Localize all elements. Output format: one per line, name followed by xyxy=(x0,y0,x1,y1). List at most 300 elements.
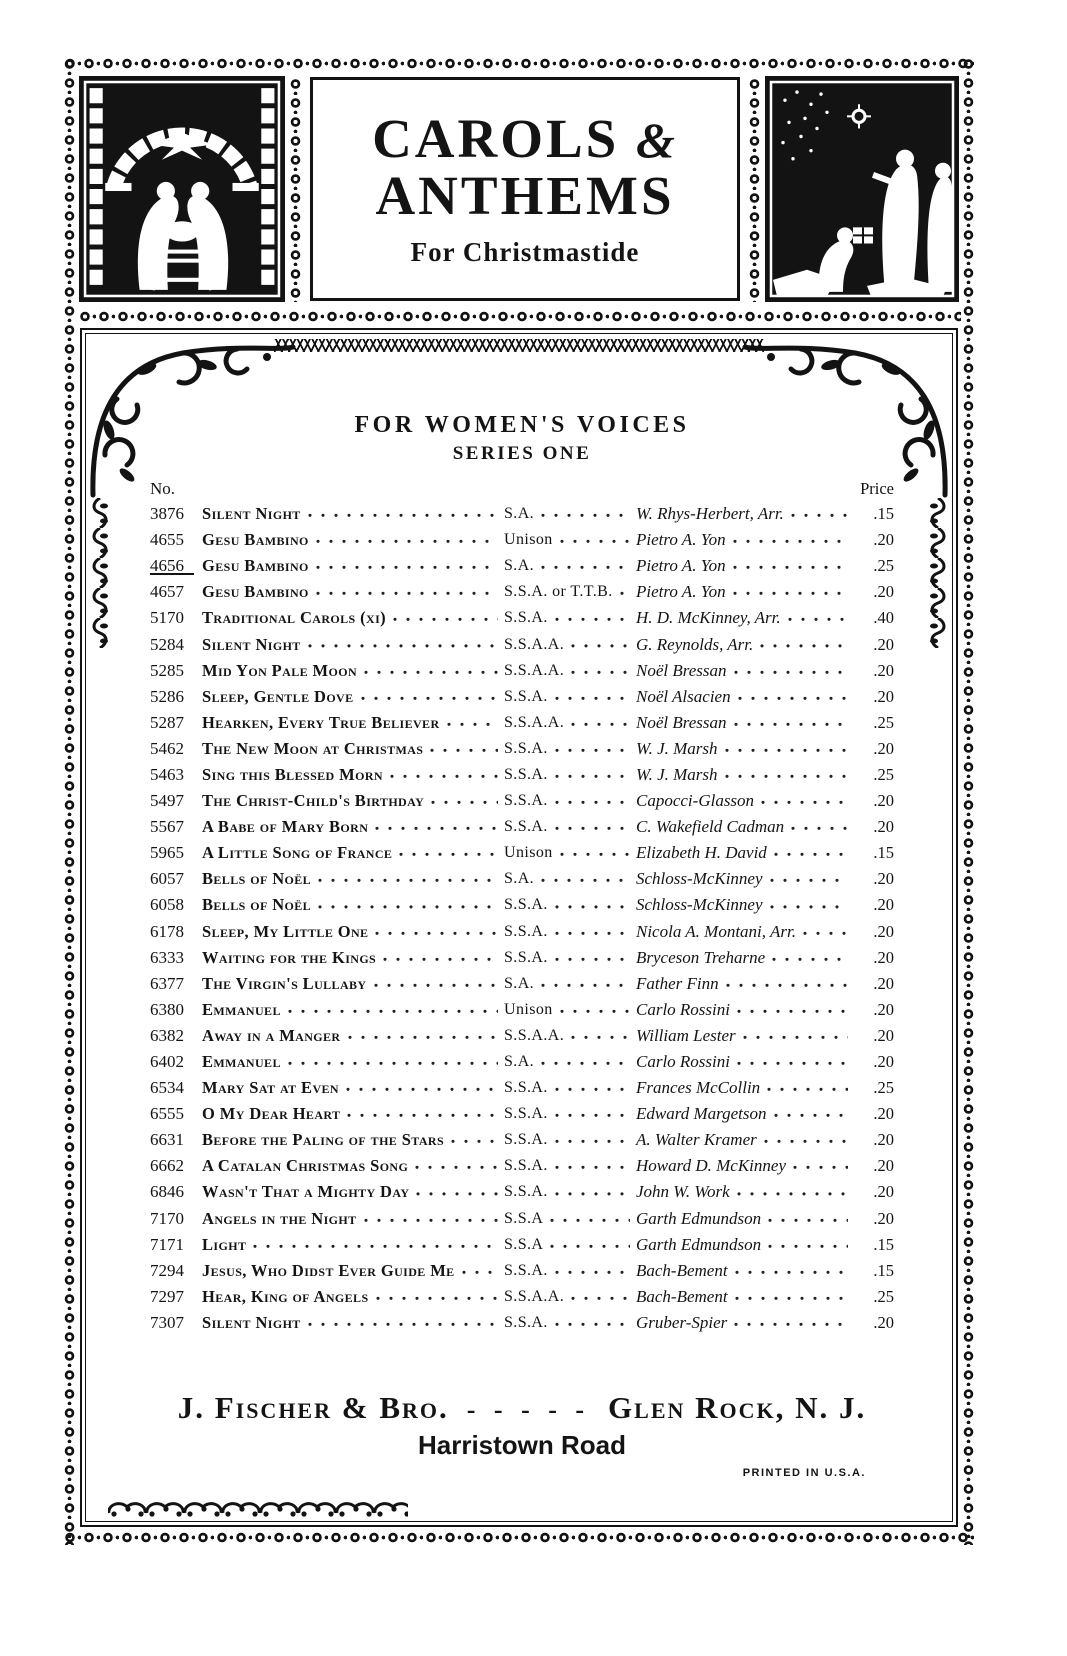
leader-dots xyxy=(347,1023,498,1049)
voicing-cell xyxy=(504,658,636,684)
page-subtitle: For Christmastide xyxy=(410,237,640,268)
composer: Carlo Rossini xyxy=(636,999,730,1019)
voicing-cell xyxy=(504,631,636,657)
catalog-row xyxy=(150,945,894,971)
catalog-row xyxy=(150,1153,894,1179)
voicing-cell xyxy=(504,814,636,840)
voicing: S.A. xyxy=(504,870,535,888)
voicing-cell xyxy=(504,1258,636,1284)
leader-dots xyxy=(771,945,848,971)
leader-dots xyxy=(767,1206,848,1232)
leader-dots xyxy=(549,1232,630,1258)
voicing: S.S.A. xyxy=(504,1261,548,1279)
leader-dots xyxy=(559,997,630,1023)
catalog-row xyxy=(150,1310,894,1336)
publisher-footer xyxy=(150,1390,894,1479)
chain-divider-horizontal xyxy=(77,309,961,324)
catalog-row xyxy=(150,997,894,1023)
composer-cell xyxy=(636,814,854,840)
masthead xyxy=(77,71,961,307)
price: .20 xyxy=(873,1208,894,1228)
catalog-row xyxy=(150,1023,894,1049)
leader-dots xyxy=(619,579,630,605)
composer: W. J. Marsh xyxy=(636,764,718,784)
song-title: The New Moon at Christmas xyxy=(202,738,424,758)
chain-divider-right xyxy=(747,76,762,302)
title-cell xyxy=(202,997,504,1023)
price: .20 xyxy=(873,817,894,837)
catalog-number: 7297 xyxy=(150,1286,184,1306)
leader-dots xyxy=(382,945,498,971)
composer: W. Rhys-Herbert, Arr. xyxy=(636,504,784,524)
voicing: S.S.A.A. xyxy=(504,1287,565,1305)
title-cell xyxy=(202,1179,504,1205)
price: .20 xyxy=(873,895,894,915)
leader-dots xyxy=(737,684,848,710)
catalog-number: 7294 xyxy=(150,1260,184,1280)
price: .20 xyxy=(873,686,894,706)
catalog-number: 3876 xyxy=(150,504,184,524)
catalog-row xyxy=(150,710,894,736)
composer-cell xyxy=(636,997,854,1023)
title-cell xyxy=(202,1075,504,1101)
voicing-cell xyxy=(504,527,636,553)
catalog-number: 5567 xyxy=(150,817,184,837)
catalog-number: 6631 xyxy=(150,1130,184,1150)
title-cell xyxy=(202,1023,504,1049)
catalog-number: 5287 xyxy=(150,712,184,732)
voicing: S.S.A. xyxy=(504,687,548,705)
ornamental-frame xyxy=(80,328,958,1527)
leader-dots xyxy=(736,1179,848,1205)
voicing: S.S.A.A. xyxy=(504,713,565,731)
leader-dots xyxy=(375,1284,498,1310)
catalog-row xyxy=(150,1258,894,1284)
leader-dots xyxy=(766,1075,848,1101)
composer: Pietro A. Yon xyxy=(636,582,726,602)
catalog-row xyxy=(150,658,894,684)
leader-dots xyxy=(559,840,630,866)
catalog-number: 5497 xyxy=(150,791,184,811)
voicing-cell xyxy=(504,1127,636,1153)
composer: Gruber-Spier xyxy=(636,1312,728,1332)
catalog-number: 6662 xyxy=(150,1156,184,1176)
leader-dots xyxy=(252,1232,498,1258)
chain-border-left xyxy=(62,56,77,1545)
leader-dots xyxy=(429,736,498,762)
leader-dots xyxy=(315,579,498,605)
leader-dots xyxy=(787,605,848,631)
voicing-cell xyxy=(504,579,636,605)
price: .20 xyxy=(873,999,894,1019)
price: .20 xyxy=(873,1312,894,1332)
voicing-cell xyxy=(504,1153,636,1179)
song-title: Hearken, Every True Believer xyxy=(202,712,440,732)
composer-cell xyxy=(636,945,854,971)
song-title: Jesus, Who Didst Ever Guide Me xyxy=(202,1260,455,1280)
page-title xyxy=(372,107,678,226)
song-title: Mary Sat at Even xyxy=(202,1078,340,1098)
title-cell xyxy=(202,1284,504,1310)
price: .20 xyxy=(873,530,894,550)
leader-dots xyxy=(732,579,848,605)
leader-dots xyxy=(345,1075,498,1101)
voicing: Unison xyxy=(504,1000,553,1018)
leader-dots xyxy=(307,1310,498,1336)
leader-dots xyxy=(733,710,848,736)
price: .25 xyxy=(873,712,894,732)
song-title: Mid Yon Pale Moon xyxy=(202,660,358,680)
composer-cell xyxy=(636,919,854,945)
leader-dots xyxy=(734,1258,848,1284)
leader-dots xyxy=(363,1206,498,1232)
composer: Noël Bressan xyxy=(636,712,727,732)
composer-cell xyxy=(636,1023,854,1049)
leader-dots xyxy=(315,553,498,579)
leader-dots xyxy=(392,605,498,631)
composer: Edward Margetson xyxy=(636,1104,767,1124)
voicing-cell xyxy=(504,1049,636,1075)
voicing-cell xyxy=(504,553,636,579)
title-box xyxy=(310,77,740,301)
printed-in-usa: PRINTED IN U.S.A. xyxy=(742,1467,866,1479)
composer: A. Walter Kramer xyxy=(636,1130,757,1150)
title-cell xyxy=(202,1101,504,1127)
leader-dots xyxy=(554,1153,630,1179)
title-cell xyxy=(202,840,504,866)
voicing: Unison xyxy=(504,844,553,862)
composer: H. D. McKinney, Arr. xyxy=(636,608,781,628)
title-cell xyxy=(202,971,504,997)
voicing-cell xyxy=(504,1232,636,1258)
catalog-number: 6178 xyxy=(150,921,184,941)
title-word-anthems: ANTHEMS xyxy=(375,165,675,226)
catalog-number: 6377 xyxy=(150,973,184,993)
catalog-number: 6555 xyxy=(150,1104,184,1124)
voicing: S.S.A. xyxy=(504,1079,548,1097)
voicing: S.A. xyxy=(504,557,535,575)
title-cell xyxy=(202,1127,504,1153)
price: .20 xyxy=(873,1104,894,1124)
leader-dots xyxy=(540,1049,630,1075)
title-cell xyxy=(202,605,504,631)
title-cell xyxy=(202,710,504,736)
leader-dots xyxy=(559,527,630,553)
composer: Frances McCollin xyxy=(636,1078,761,1098)
catalog-row xyxy=(150,736,894,762)
leader-dots xyxy=(398,840,498,866)
voicing-cell xyxy=(504,1310,636,1336)
catalog-number: 6534 xyxy=(150,1078,184,1098)
adoration-woodcut-graphic xyxy=(767,78,957,300)
nativity-woodcut-graphic xyxy=(81,78,283,300)
leader-dots xyxy=(450,1127,498,1153)
catalog-row xyxy=(150,527,894,553)
price: .15 xyxy=(873,1234,894,1254)
catalog-number: 6058 xyxy=(150,895,184,915)
leader-dots xyxy=(732,527,848,553)
catalog-row xyxy=(150,866,894,892)
title-cell xyxy=(202,631,504,657)
leader-dots xyxy=(554,814,630,840)
song-title: A Catalan Christmas Song xyxy=(202,1156,409,1176)
catalog-number: 4657 xyxy=(150,582,184,602)
voicing-cell xyxy=(504,1075,636,1101)
voicing: S.S.A. xyxy=(504,922,548,940)
catalog-number: 5286 xyxy=(150,686,184,706)
leader-dots xyxy=(554,684,630,710)
leader-dots xyxy=(374,919,498,945)
catalog-number: 6846 xyxy=(150,1182,184,1202)
leader-dots xyxy=(759,631,848,657)
catalog-row xyxy=(150,579,894,605)
leader-dots xyxy=(570,631,630,657)
leader-dots xyxy=(554,1101,630,1127)
leader-dots xyxy=(430,788,498,814)
composer-cell xyxy=(636,605,854,631)
title-cell xyxy=(202,736,504,762)
leader-dots xyxy=(554,1310,630,1336)
catalog-number: 5284 xyxy=(150,634,184,654)
leader-dots xyxy=(415,1179,498,1205)
song-title: Sing this Blessed Morn xyxy=(202,764,383,784)
leader-dots xyxy=(736,997,848,1023)
voicing: S.S.A. xyxy=(504,1131,548,1149)
song-title: Angels in the Night xyxy=(202,1208,357,1228)
song-title: Before the Paling of the Stars xyxy=(202,1130,445,1150)
title-cell xyxy=(202,684,504,710)
voicing-cell xyxy=(504,684,636,710)
catalog-row xyxy=(150,762,894,788)
voicing: S.S.A.A. xyxy=(504,635,565,653)
price: .15 xyxy=(873,1260,894,1280)
catalog-number: 5285 xyxy=(150,660,184,680)
composer: C. Wakefield Cadman xyxy=(636,817,785,837)
ampersand: & xyxy=(636,111,678,168)
catalog-row xyxy=(150,1049,894,1075)
price: .20 xyxy=(873,738,894,758)
price: .20 xyxy=(873,869,894,889)
leader-dots xyxy=(554,1127,630,1153)
leader-dots xyxy=(554,945,630,971)
catalog-row xyxy=(150,1127,894,1153)
catalog-number: 6333 xyxy=(150,947,184,967)
voicing-cell xyxy=(504,892,636,918)
song-title: Waiting for the Kings xyxy=(202,947,377,967)
song-title: Emmanuel xyxy=(202,1052,281,1072)
title-cell xyxy=(202,762,504,788)
voicing: S.S.A. xyxy=(504,1105,548,1123)
leader-dots xyxy=(724,736,848,762)
voicing: S.S.A. xyxy=(504,818,548,836)
voicing-cell xyxy=(504,710,636,736)
leader-dots xyxy=(307,631,498,657)
leader-dots xyxy=(725,971,848,997)
catalog-number: 7170 xyxy=(150,1208,184,1228)
voicing: S.S.A. xyxy=(504,1313,548,1331)
price: .20 xyxy=(873,921,894,941)
leader-dots xyxy=(570,1023,630,1049)
chain-border-top xyxy=(62,56,976,71)
publisher-address: Harristown Road xyxy=(417,1430,627,1460)
catalog-row xyxy=(150,1075,894,1101)
leader-dots xyxy=(769,892,848,918)
composer: Howard D. McKinney xyxy=(636,1156,786,1176)
voicing: S.S.A xyxy=(504,1235,544,1253)
composer-cell xyxy=(636,1258,854,1284)
leader-dots xyxy=(554,1075,630,1101)
chain-border-bottom xyxy=(62,1530,976,1545)
leader-dots xyxy=(792,1153,848,1179)
top-ornament-band xyxy=(274,339,763,352)
title-cell xyxy=(202,1206,504,1232)
composer: Bach-Bement xyxy=(636,1260,728,1280)
composer-cell xyxy=(636,684,854,710)
song-title: Gesu Bambino xyxy=(202,530,309,550)
catalog-number: 5965 xyxy=(150,843,184,863)
title-cell xyxy=(202,1049,504,1075)
page-inner xyxy=(77,71,961,1530)
catalog-number: 6380 xyxy=(150,999,184,1019)
composer-cell xyxy=(636,1049,854,1075)
title-cell xyxy=(202,1232,504,1258)
catalog-number: 6382 xyxy=(150,1025,184,1045)
leader-dots xyxy=(540,971,630,997)
voicing-cell xyxy=(504,1284,636,1310)
price: .20 xyxy=(873,973,894,993)
price: .20 xyxy=(873,582,894,602)
voicing-cell xyxy=(504,1023,636,1049)
price: .15 xyxy=(873,504,894,524)
song-title: Silent Night xyxy=(202,1312,301,1332)
leader-dots xyxy=(446,710,498,736)
leader-dots xyxy=(540,866,630,892)
composer: Elizabeth H. David xyxy=(636,843,767,863)
catalog-number: 6402 xyxy=(150,1052,184,1072)
voicing: S.S.A. xyxy=(504,1183,548,1201)
voicing: S.S.A. xyxy=(504,896,548,914)
voicing: S.S.A. xyxy=(504,1157,548,1175)
song-title: Silent Night xyxy=(202,504,301,524)
song-title: O My Dear Heart xyxy=(202,1104,341,1124)
price: .20 xyxy=(873,1025,894,1045)
section-title: FOR WOMEN'S VOICES xyxy=(354,412,690,438)
title-cell xyxy=(202,1258,504,1284)
composer-cell xyxy=(636,1284,854,1310)
catalog-row xyxy=(150,1179,894,1205)
voicing-cell xyxy=(504,1179,636,1205)
leader-dots xyxy=(389,762,498,788)
composer: Capocci-Glasson xyxy=(636,791,755,811)
catalog-row xyxy=(150,1206,894,1232)
title-cell xyxy=(202,866,504,892)
catalog-number: 4656 xyxy=(150,556,202,576)
voicing: S.S.A. or T.T.B. xyxy=(504,583,613,601)
publisher-line xyxy=(150,1390,894,1426)
song-title: Bells of Noël xyxy=(202,869,312,889)
voicing: S.A. xyxy=(504,505,535,523)
publisher-name: J. Fischer & Bro. xyxy=(177,1390,449,1425)
composer: Father Finn xyxy=(636,973,719,993)
leader-dots xyxy=(374,814,498,840)
song-title: The Christ-Child's Birthday xyxy=(202,791,425,811)
composer: Garth Edmundson xyxy=(636,1208,762,1228)
catalog-content xyxy=(82,352,956,1525)
composer-cell xyxy=(636,1127,854,1153)
leader-dots xyxy=(554,1179,630,1205)
composer-cell xyxy=(636,1075,854,1101)
leader-dots xyxy=(742,1023,848,1049)
column-header-price: Price xyxy=(860,479,894,498)
catalog-list xyxy=(150,501,894,1336)
chain-border-right xyxy=(961,56,976,1545)
composer-cell xyxy=(636,710,854,736)
leader-dots xyxy=(540,553,630,579)
chain-divider-left xyxy=(288,76,303,302)
composer: Schloss-McKinney xyxy=(636,869,763,889)
price: .25 xyxy=(873,764,894,784)
leader-dots xyxy=(732,553,848,579)
composer: Schloss-McKinney xyxy=(636,895,763,915)
voicing: S.S.A. xyxy=(504,765,548,783)
composer: Bryceson Treharne xyxy=(636,947,766,967)
catalog-number: 7307 xyxy=(150,1312,184,1332)
leader-dots xyxy=(461,1258,498,1284)
catalog-number: 5462 xyxy=(150,738,184,758)
song-title: Hear, King of Angels xyxy=(202,1286,369,1306)
leader-dots xyxy=(570,710,630,736)
voicing-cell xyxy=(504,866,636,892)
voicing-cell xyxy=(504,788,636,814)
title-cell xyxy=(202,919,504,945)
catalog-row xyxy=(150,553,894,579)
leader-dots xyxy=(317,892,498,918)
title-cell xyxy=(202,1153,504,1179)
leader-dots xyxy=(767,1232,848,1258)
price: .25 xyxy=(873,1286,894,1306)
column-header-row xyxy=(150,477,894,501)
voicing: S.A. xyxy=(504,1053,535,1071)
leader-dots xyxy=(773,840,848,866)
composer: W. J. Marsh xyxy=(636,738,718,758)
leader-dots xyxy=(554,736,630,762)
catalog-row xyxy=(150,892,894,918)
composer: Pietro A. Yon xyxy=(636,530,726,550)
song-title: Traditional Carols (xi) xyxy=(202,608,387,628)
title-cell xyxy=(202,553,504,579)
catalog-row xyxy=(150,814,894,840)
catalog-number: 5170 xyxy=(150,608,184,628)
song-title: A Babe of Mary Born xyxy=(202,817,369,837)
leader-dots xyxy=(769,866,848,892)
price: .20 xyxy=(873,1156,894,1176)
voicing-cell xyxy=(504,1101,636,1127)
title-cell xyxy=(202,892,504,918)
title-cell xyxy=(202,527,504,553)
catalog-number: 6057 xyxy=(150,869,184,889)
leader-dots xyxy=(773,1101,849,1127)
title-cell xyxy=(202,501,504,527)
composer-cell xyxy=(636,501,854,527)
catalog-number: 7171 xyxy=(150,1234,184,1254)
price: .15 xyxy=(873,843,894,863)
title-cell xyxy=(202,1310,504,1336)
leader-dots xyxy=(724,762,848,788)
composer-cell xyxy=(636,631,854,657)
voicing: S.S.A. xyxy=(504,948,548,966)
voicing-cell xyxy=(504,840,636,866)
title-cell xyxy=(202,814,504,840)
